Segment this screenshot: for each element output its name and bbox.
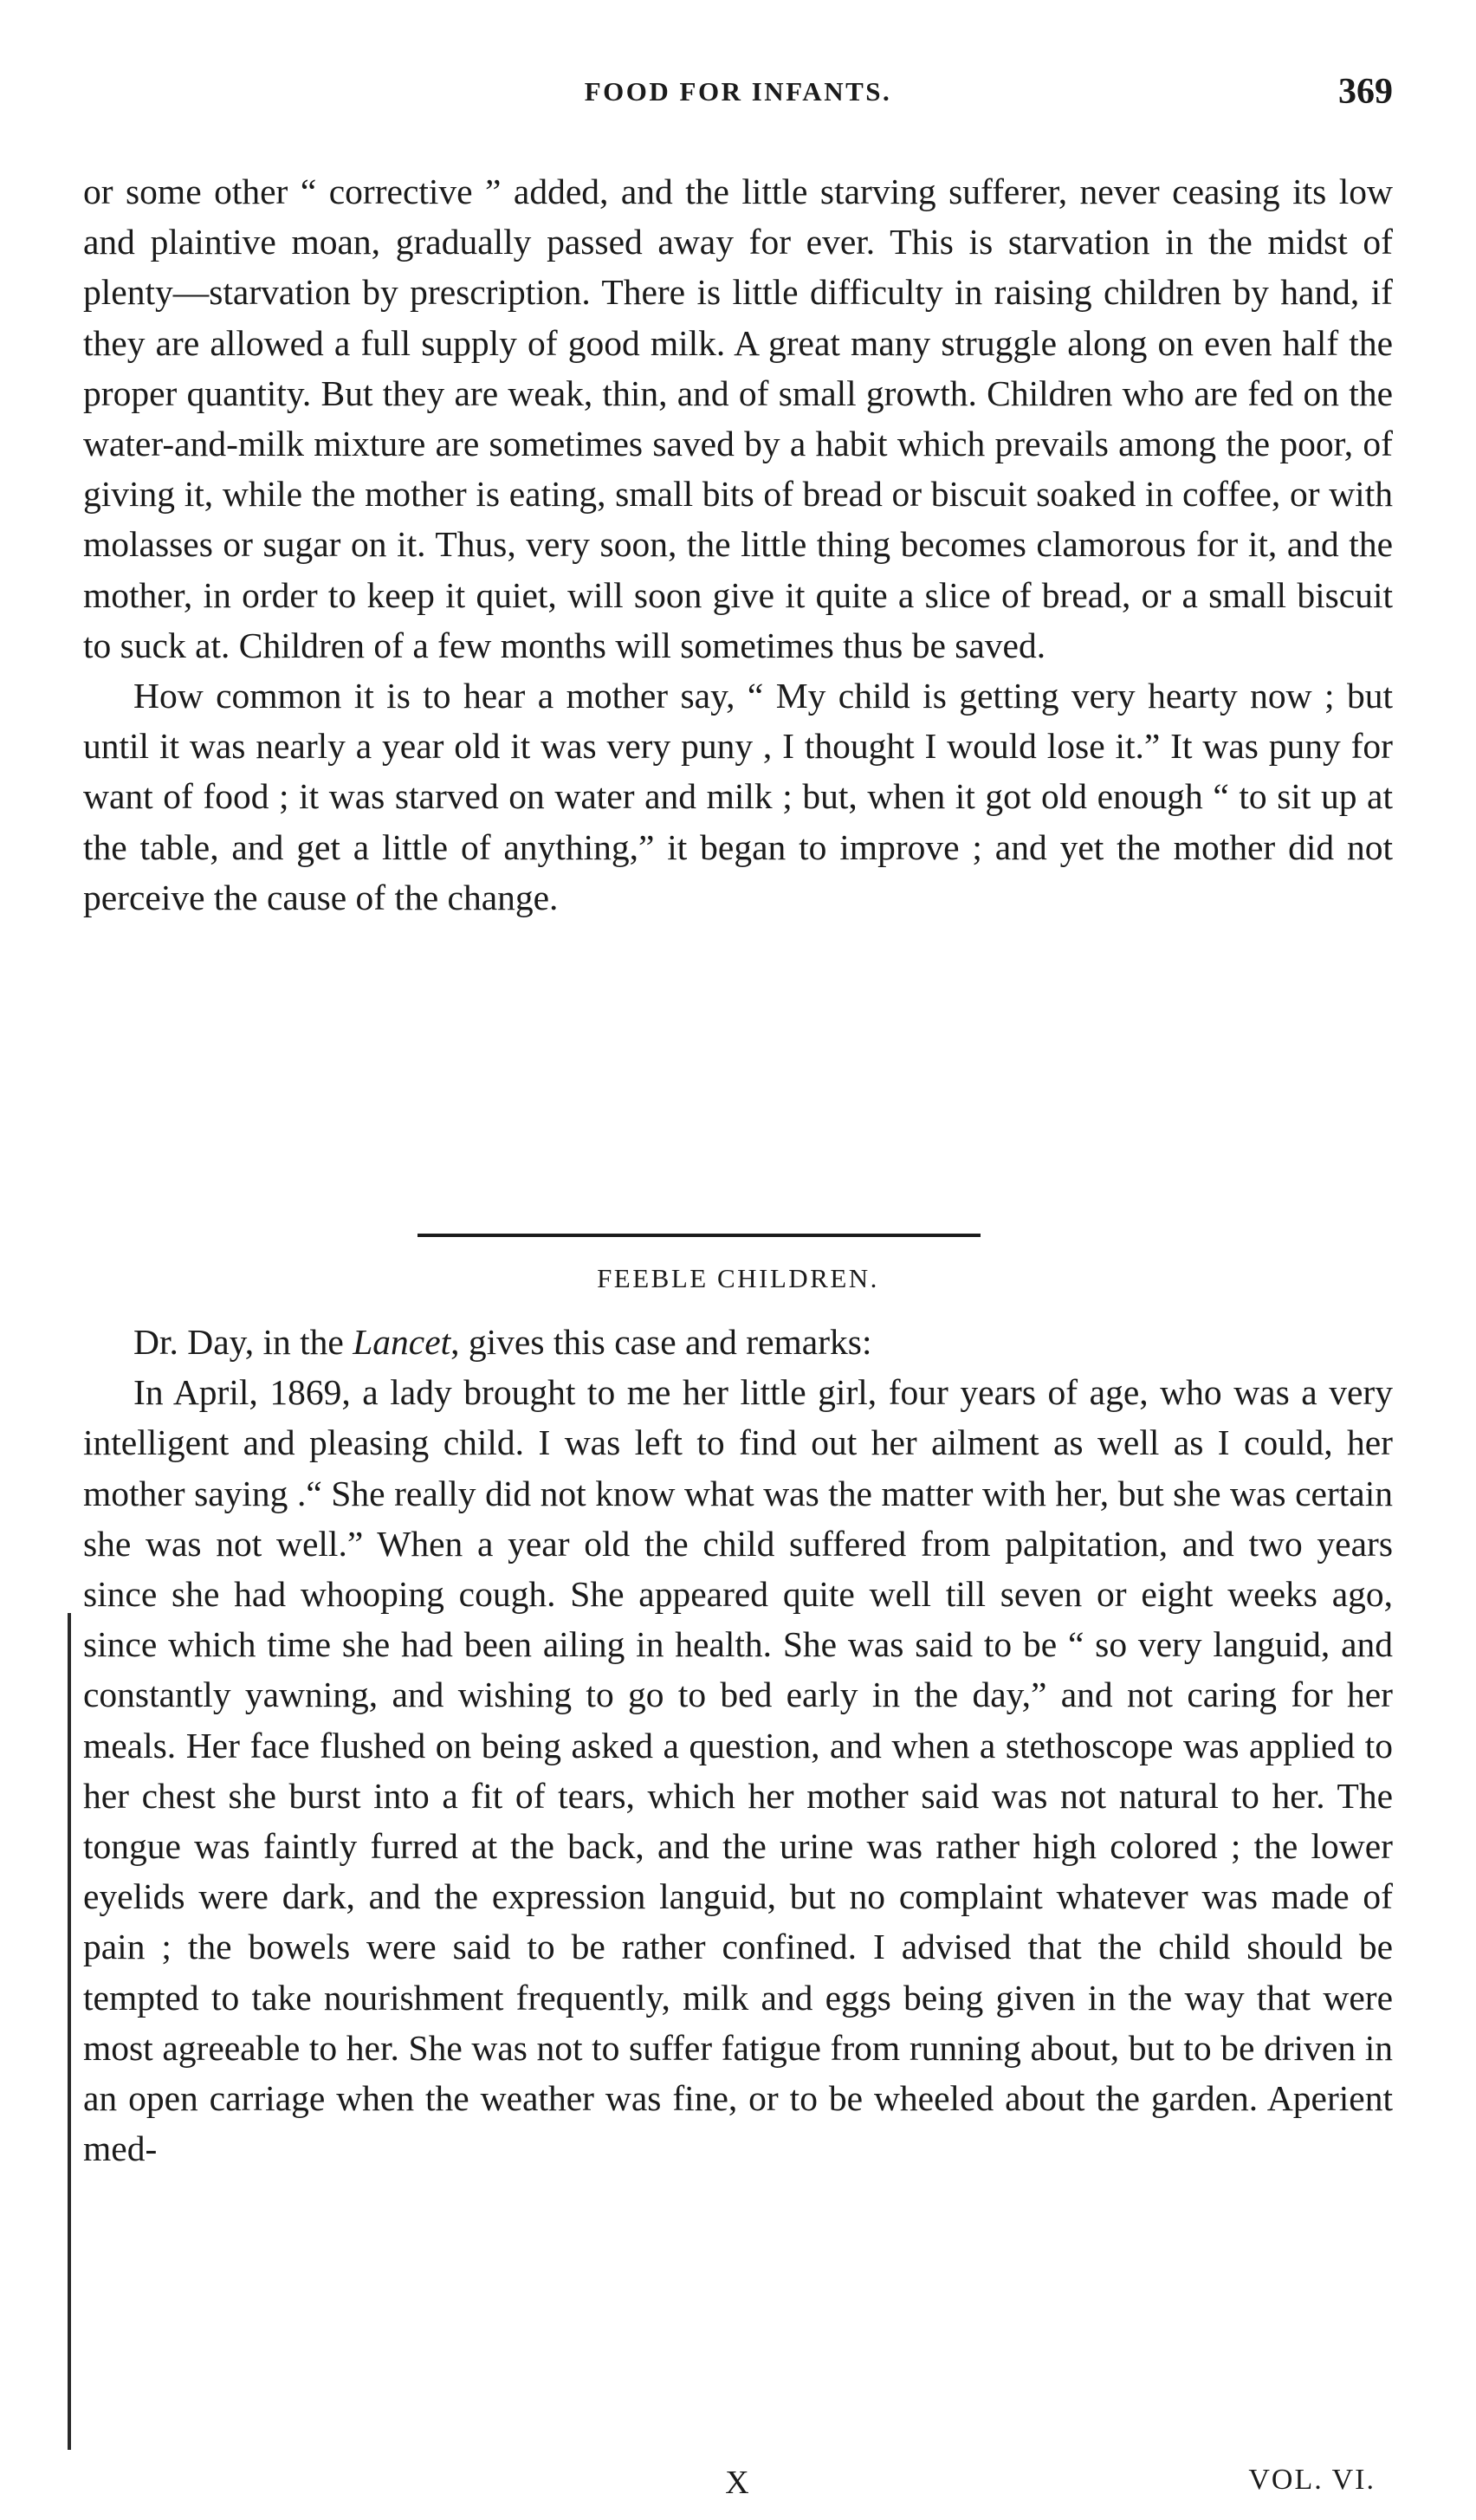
page-number: 369 [1338, 72, 1393, 112]
section-intro [83, 1317, 1393, 1367]
volume-label: VOL. VI. [1248, 2464, 1376, 2496]
margin-mark [68, 1613, 71, 2450]
paragraph: In April, 1869, a lady brought to me her little girl, four years of age, who was a very intelligent and pleasing child. I was left to find out her ailment as well as I could, her mother saying .“ She really did not know what was the matter with her, but she was certain she was not well.” When a year old the child suffered from palpitation, and two years since she had whooping cough. She appeared quite well till seven or eight weeks ago, since which time she had been ailing in health. She was said to be “ so very languid, and constantly yawning, and wishing to go to bed early in the day,” and not caring for her meals. Her face flushed on being asked a question, and when a stethoscope was applied to her chest she burst into a fit of tears, which her mother said was not natural to her. The tongue was faintly furred at the back, and the urine was rather high colored ; the lower eyelids were dark, and the expression languid, but no complaint whatever was made of pain ; the bowels were said to be rather confined. I advised that the child should be tempted to take nourishment frequently, milk and eggs being given in the way that were most agreeable to her. She was not to suffer fatigue from running about, but to be driven in an open carriage when the weather was fine, or to be wheeled about the garden. Aperient med- [83, 1372, 1393, 2169]
section-heading: FEEBLE CHILDREN. [597, 1263, 879, 1293]
article-continuation [83, 166, 1393, 923]
journal-title: Lancet [353, 1322, 451, 1362]
paragraph: How common it is to hear a mother say, “ My child is getting very hearty now ; but until it was nearly a year old it was very puny , I thought I would lose it.” It was puny for want of food ; it was starved on water and milk ; but, when it got old enough “ to sit up at the table, and get a little of anything,” it began to improve ; and yet the mother did not perceive the cause of the change. [83, 676, 1393, 917]
feeble-children-section [83, 1317, 1393, 2173]
section-divider [418, 1234, 981, 1237]
running-title: FOOD FOR INFANTS. [584, 76, 892, 107]
intro-text-before: Dr. Day, in the [133, 1322, 353, 1362]
signature-mark: X [725, 2465, 751, 2501]
paragraph: or some other “ corrective ” added, and the little starving sufferer, never ceasing its low and plaintive moan, gradually passed away for ever. This is starvation in the midst of plenty—starvation by prescription. There is little difficulty in raising children by hand, if they are allowed a full supply of good milk. A great many struggle along on even half the proper quantity. But they are weak, thin, and of small growth. Children who are fed on the water-and-milk mixture are sometimes saved by a habit which prevails among the poor, of giving it, while the mother is eating, small bits of bread or biscuit soaked in coffee, or with molasses or sugar on it. Thus, very soon, the little thing becomes clamorous for it, and the mother, in order to keep it quiet, will soon give it quite a slice of bread, or a small biscuit to suck at. Children of a few months will sometimes thus be saved. [83, 172, 1393, 665]
running-head [83, 71, 1393, 123]
intro-text-after: , gives this case and remarks: [450, 1322, 872, 1362]
